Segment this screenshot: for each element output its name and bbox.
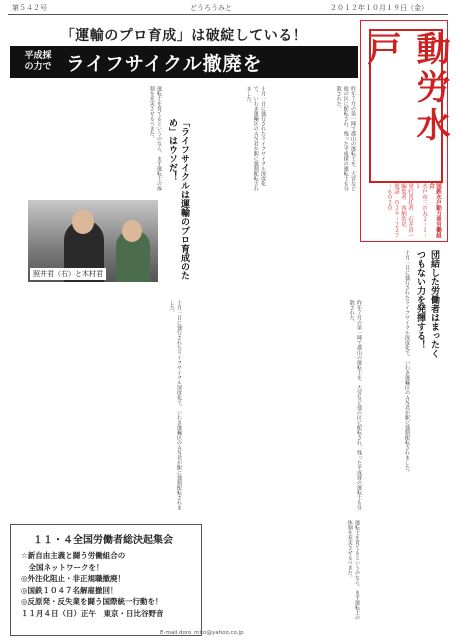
masthead-box <box>360 20 448 242</box>
event-line-3: ◎外注化阻止・非正規職撤廃！ <box>21 574 126 583</box>
section-heading: 「ライフサイクルは運輸のプロ育成のため」はウソだ！ <box>167 118 189 280</box>
headline-main: 「運輸のプロ育成」は破綻している！ <box>60 28 308 44</box>
event-line-2: 全国ネットワークを！ <box>21 562 104 572</box>
body-column-2: 十月一日に強行されたライフサイクル深度化で、いわき運輸区のＡＮ君が駅に強制配転されました。 <box>245 86 266 191</box>
masthead-info <box>369 183 441 244</box>
body-column-4: 昨年７月の第一陣で郡山の運転士を、大宮など他の区に配転され、残った平成採の運転士も分散された。 <box>348 300 362 510</box>
masthead-org: 国鉄水戸動力車労働組合 <box>428 183 441 238</box>
photo <box>28 200 158 282</box>
right-heading-1: 団結した労働者はまったく <box>429 250 439 358</box>
banner-small: 平成採 の力で <box>24 51 52 72</box>
photo-caption: 照井君（右）と木村君 <box>30 268 106 280</box>
masthead-line-1: 水戸市三の丸２－１－１ <box>414 183 427 239</box>
issue-number: 第５４２号 <box>12 4 47 12</box>
issue-date: ２０１２年１０月１９日（金） <box>330 4 428 12</box>
masthead-line-3: 電話 ０２９－２２７－６０２０ <box>386 183 399 239</box>
footer-email: E-mail doro_mito@yahoo.co.jp <box>160 630 244 636</box>
header-rule <box>8 14 448 15</box>
event-line-1: ☆新自由主義と闘う労働組合の <box>21 551 126 560</box>
right-heading-2: つもない力を発揮する！ <box>415 250 425 349</box>
body-column-5: 十月一日に強行されたライフサイクル深度化で、いわき運輸区のＡＮ君が駅に強制配転されました。 <box>168 300 182 510</box>
event-line-4: ◎国鉄１０４７名解雇撤回！ <box>21 585 118 595</box>
event-line-6: １１月４日（日）正午 東京・日比谷野音 <box>21 608 164 618</box>
banner-big: ライフサイクル撤廃を <box>66 52 263 75</box>
body-column-6: 運転士を育てるというのなら、まず運転士の体制を充実させるべきだ。 <box>346 520 360 620</box>
event-title: １１・４全国労働者総決起集会 <box>33 535 173 546</box>
event-line-5: ◎反原発・反失業を闘う国際統一行動を！ <box>21 597 163 606</box>
headline-banner <box>10 46 358 78</box>
body-column-7: 十月一日に強行されたライフサイクル深度化で、いわき運輸区のＡＮ君が駅に強制配転されました。 <box>404 250 410 475</box>
body-column-1: 昨年７月の第一陣で郡山の運転士を、大宮など他の区に配転され、残った平成採の運転士も分散された。 <box>335 86 356 191</box>
masthead-line-2: 発行責任者 石井真一 編集者 西納浩史 <box>400 183 413 244</box>
event-box <box>10 524 202 636</box>
masthead-title: 動労水戸 <box>369 29 443 183</box>
paper-name: どうろうみと <box>190 4 232 12</box>
body-column-3: 運転士を育てるというのなら、まず運転士の体制を充実させるべきだ。 <box>148 86 162 191</box>
